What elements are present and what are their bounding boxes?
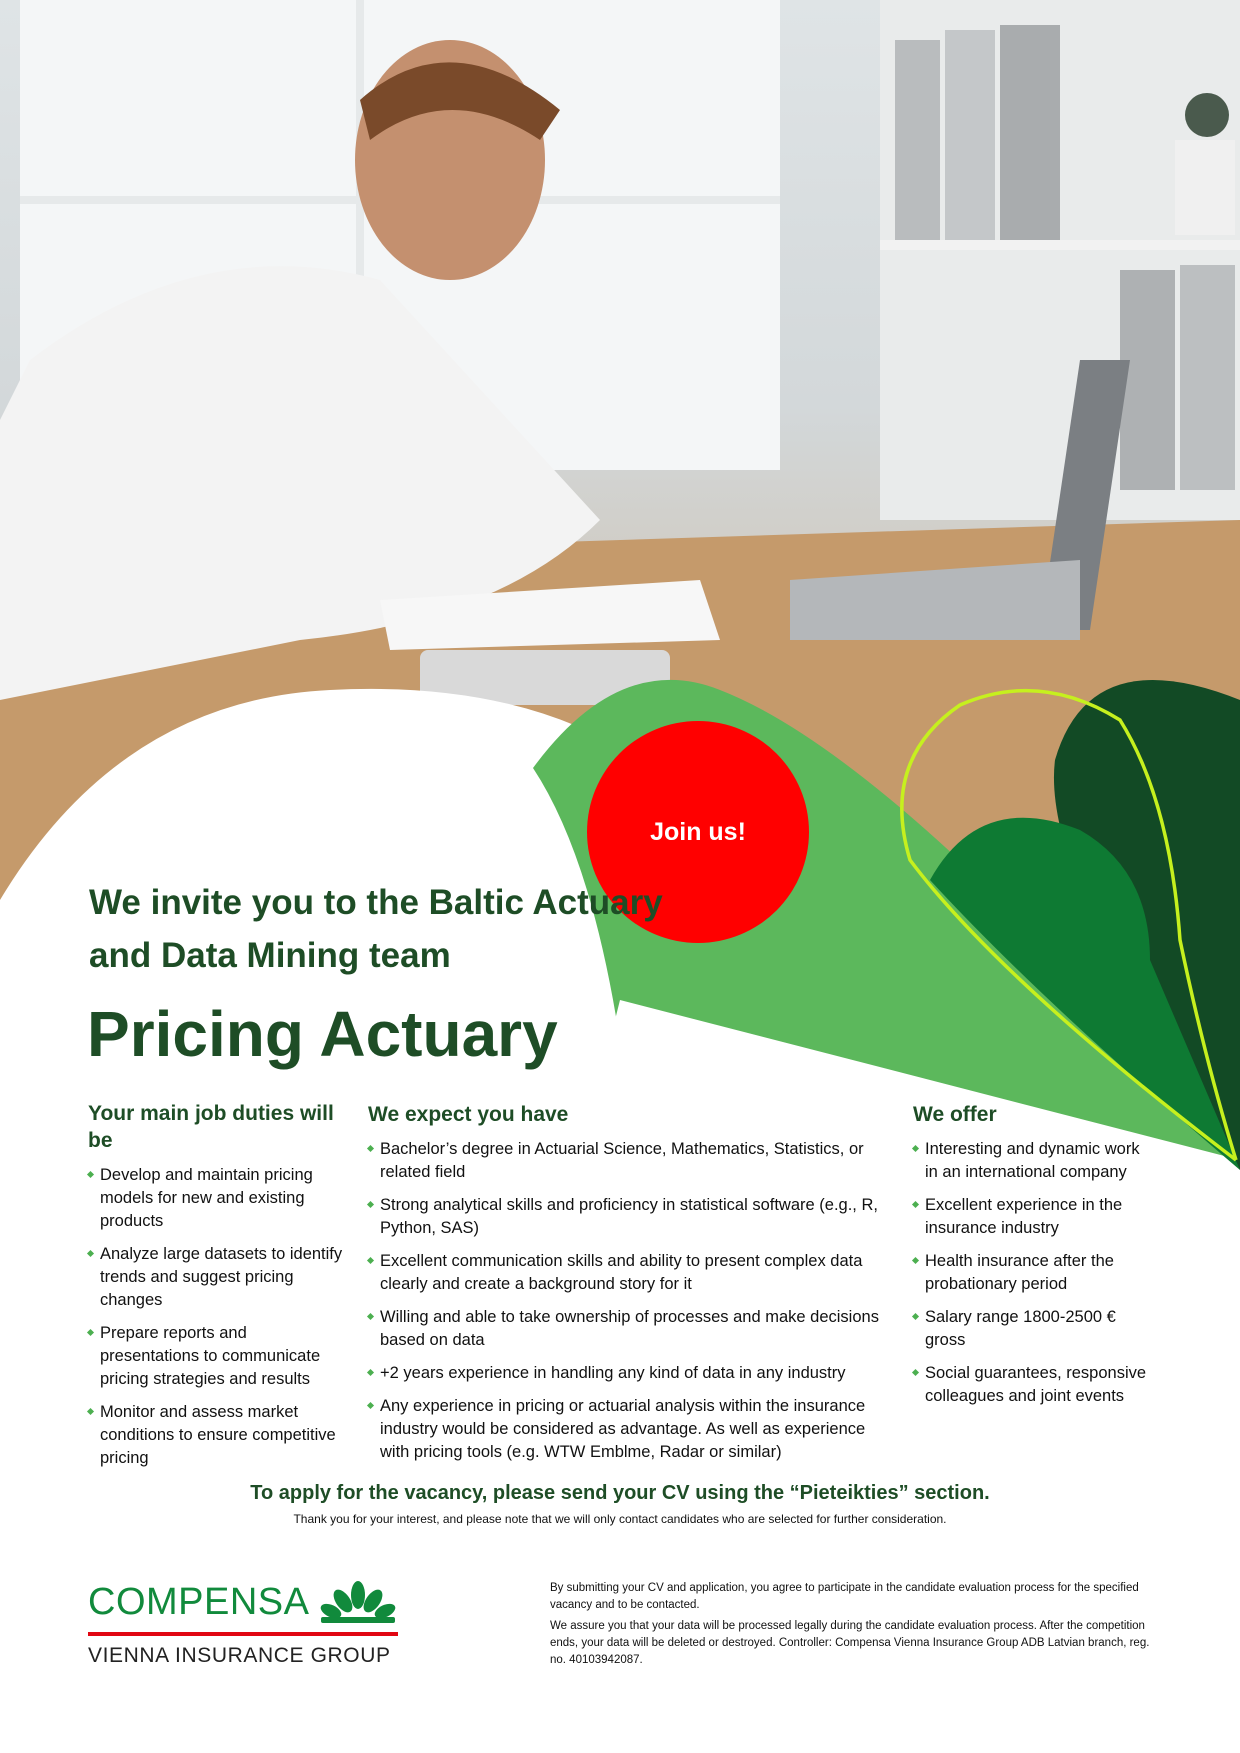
expect-section <box>368 1101 888 1474</box>
logo-brand-row <box>88 1580 408 1624</box>
list-item: Willing and able to take ownership of processes and make decisions based on data <box>368 1306 888 1352</box>
list-item: Excellent communication skills and ability to present complex data clearly and create a background story for it <box>368 1250 888 1296</box>
fan-icon <box>319 1581 397 1623</box>
logo-red-line <box>88 1632 398 1636</box>
duties-list <box>88 1164 348 1470</box>
list-item: Social guarantees, responsive colleagues and joint events <box>913 1362 1153 1408</box>
disclaimer-paragraph: We assure you that your data will be processed legally during the candidate evaluation process. After the competition ends, your data will be deleted or destroyed. Controller: Compensa Vienna Insurance Group ADB Latvian branch, reg. no. 40103942087. <box>550 1620 1150 1666</box>
offer-list <box>913 1138 1153 1408</box>
logo-brand-text: COMPENSA <box>88 1581 310 1623</box>
offer-section <box>913 1101 1153 1418</box>
list-item: +2 years experience in handling any kind of data in any industry <box>368 1362 888 1385</box>
logo-group-text: VIENNA INSURANCE GROUP <box>88 1644 391 1667</box>
list-item: Prepare reports and presentations to communicate pricing strategies and results <box>88 1322 348 1391</box>
duties-title: Your main job duties will be <box>88 1102 334 1152</box>
join-us-label: Join us! <box>650 817 746 846</box>
apply-note: Thank you for your interest, and please note that we will only contact candidates who are selected for further consideration. <box>293 1512 947 1526</box>
list-item: Monitor and assess market conditions to ensure competitive pricing <box>88 1401 348 1470</box>
offer-title: We offer <box>913 1103 997 1126</box>
apply-instructions: To apply for the vacancy, please send your CV using the “Pieteikties” section. <box>250 1482 990 1504</box>
list-item: Interesting and dynamic work in an international company <box>913 1138 1153 1184</box>
list-item: Any experience in pricing or actuarial analysis within the insurance industry would be considered as advantage. As well as experience with pricing tools (e.g. WTW Emblme, Radar or similar) <box>368 1395 888 1464</box>
privacy-disclaimer <box>550 1580 1155 1673</box>
expect-title: We expect you have <box>368 1103 569 1126</box>
intro-heading: We invite you to the Baltic Actuary and Data Mining team <box>89 883 663 975</box>
list-item: Analyze large datasets to identify trends and suggest pricing changes <box>88 1243 348 1312</box>
expect-list <box>368 1138 888 1464</box>
list-item: Strong analytical skills and proficiency in statistical software (e.g., R, Python, SAS) <box>368 1194 888 1240</box>
list-item: Develop and maintain pricing models for new and existing products <box>88 1164 348 1233</box>
list-item: Bachelor’s degree in Actuarial Science, Mathematics, Statistics, or related field <box>368 1138 888 1184</box>
list-item: Health insurance after the probationary period <box>913 1250 1153 1296</box>
compensa-logo <box>88 1580 408 1668</box>
list-item: Salary range 1800-2500 € gross <box>913 1306 1153 1352</box>
disclaimer-paragraph: By submitting your CV and application, you agree to participate in the candidate evaluation process for the specified vacancy and to be contacted. <box>550 1582 1139 1611</box>
list-item: Excellent experience in the insurance industry <box>913 1194 1153 1240</box>
job-title: Pricing Actuary <box>87 998 558 1070</box>
duties-section <box>88 1100 348 1480</box>
